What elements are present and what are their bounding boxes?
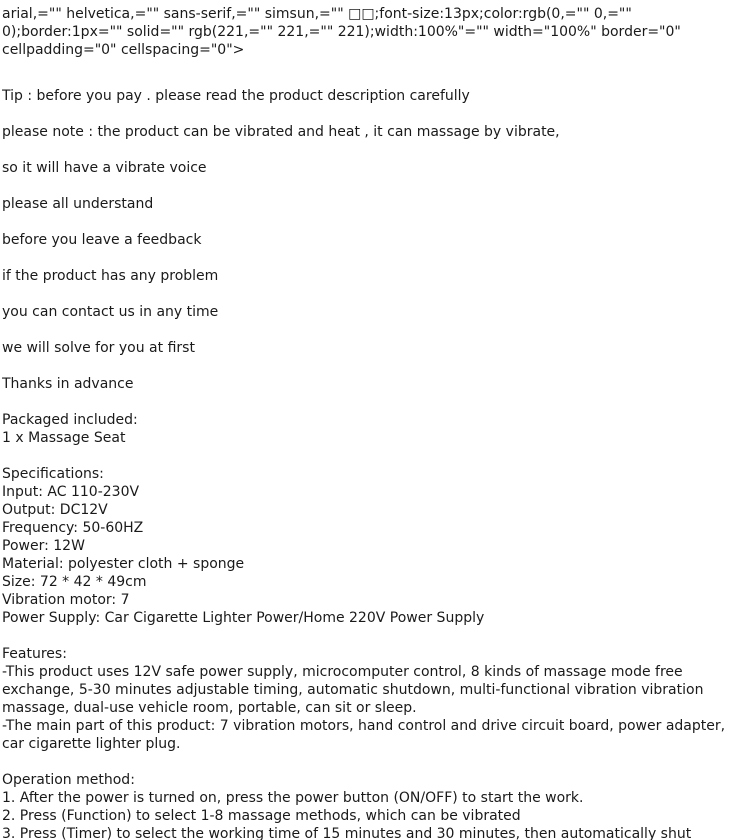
specs-heading: Specifications: bbox=[2, 466, 104, 482]
specs-section bbox=[2, 465, 748, 627]
spec-item: Output: DC12V bbox=[2, 502, 108, 518]
features-section bbox=[2, 645, 748, 753]
tip-line: you can contact us in any time bbox=[2, 304, 219, 320]
features-heading: Features: bbox=[2, 646, 67, 662]
tip-line: so it will have a vibrate voice bbox=[2, 160, 207, 176]
operation-section bbox=[2, 771, 748, 840]
tip-line: if the product has any problem bbox=[2, 268, 219, 284]
operation-step: 2. Press (Function) to select 1-8 massage methods, which can be vibrated bbox=[2, 808, 521, 824]
tip-line: Tip : before you pay . please read the product description carefully bbox=[2, 88, 470, 104]
spec-item: Material: polyester cloth + sponge bbox=[2, 556, 245, 572]
operation-heading: Operation method: bbox=[2, 772, 135, 788]
package-section bbox=[2, 411, 748, 447]
spec-item: Size: 72 * 42 * 49cm bbox=[2, 574, 147, 590]
spec-item: Vibration motor: 7 bbox=[2, 592, 130, 608]
feature-item: -The main part of this product: 7 vibration motors, hand control and drive circuit board, power adapter, car cigarette lighter plug. bbox=[2, 718, 726, 752]
package-item: 1 x Massage Seat bbox=[2, 430, 126, 446]
tips-section bbox=[2, 87, 748, 393]
operation-step: 1. After the power is turned on, press the power button (ON/OFF) to start the work. bbox=[2, 790, 584, 806]
spec-item: Power Supply: Car Cigarette Lighter Power/Home 220V Power Supply bbox=[2, 610, 485, 626]
spec-item: Frequency: 50-60HZ bbox=[2, 520, 144, 536]
package-heading: Packaged included: bbox=[2, 412, 138, 428]
spec-item: Input: AC 110-230V bbox=[2, 484, 140, 500]
tip-line: please note : the product can be vibrated and heat , it can massage by vibrate, bbox=[2, 124, 560, 140]
operation-step: 3. Press (Timer) to select the working time of 15 minutes and 30 minutes, then automatically shut bbox=[2, 826, 692, 840]
tip-line: please all understand bbox=[2, 196, 154, 212]
tip-line: we will solve for you at first bbox=[2, 340, 195, 356]
product-description bbox=[2, 0, 748, 840]
spec-item: Power: 12W bbox=[2, 538, 85, 554]
tip-line: Thanks in advance bbox=[2, 376, 134, 392]
tip-line: before you leave a feedback bbox=[2, 232, 202, 248]
raw-code-text: arial,="" helvetica,="" sans-serif,="" simsun,="" □□;font-size:13px;color:rgb(0,="" 0,="" 0);border:1px="" solid="" rgb(221,="" 221,="" 221);width:100%"="" width="100%" border="0" cellpadding="0" cellspacing="0"> bbox=[2, 6, 681, 58]
feature-item: -This product uses 12V safe power supply, microcomputer control, 8 kinds of massage mode free exchange, 5-30 minutes adjustable timing, automatic shutdown, multi-functional vibration vibration massage, dual-use vehicle room, portable, can sit or sleep. bbox=[2, 664, 704, 716]
